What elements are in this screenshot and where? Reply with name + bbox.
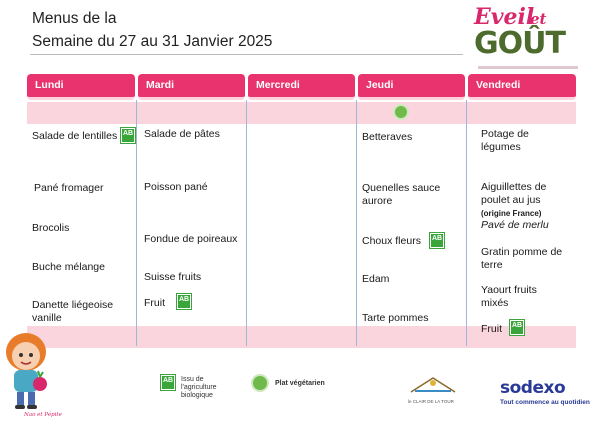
organic-ab-icon: AB bbox=[510, 320, 524, 335]
menu-item-mardi: Suisse fruits bbox=[144, 271, 202, 283]
menu-item-vendredi: Pavé de merlu bbox=[481, 219, 549, 231]
menu-item-jeudi: Choux fleurs bbox=[362, 235, 421, 247]
title-line-2: Semaine du 27 au 31 Janvier 2025 bbox=[32, 33, 273, 50]
menu-item-vendredi: Gratin pomme de terre bbox=[481, 246, 563, 271]
mascot-caption: Nao et Pépite bbox=[24, 412, 62, 418]
day-header-mardi bbox=[138, 74, 245, 100]
eveil-et-gout-logo bbox=[470, 4, 582, 74]
logo-tagline bbox=[478, 66, 578, 69]
menu-item-lundi: Pané fromager bbox=[34, 182, 104, 194]
organic-ab-icon: AB bbox=[430, 233, 444, 248]
sodexo-tagline: Tout commence au quotidien bbox=[500, 399, 590, 406]
menu-item-origin: (origine France) bbox=[481, 209, 542, 218]
clair-de-la-tour-logo bbox=[405, 372, 461, 404]
menu-item-vendredi: Aiguillettes de poulet au jus bbox=[481, 181, 547, 206]
legend-veg-text: Plat végétarien bbox=[275, 380, 325, 387]
day-label: Mercredi bbox=[256, 79, 300, 91]
day-header-lundi bbox=[27, 74, 135, 100]
day-label: Vendredi bbox=[476, 79, 521, 91]
menu-item-vendredi: Fruit bbox=[481, 323, 502, 335]
menu-item-mardi: Salade de pâtes bbox=[144, 128, 220, 140]
logo-word-gout: GOÛT bbox=[474, 26, 565, 61]
clair-emblem-icon bbox=[405, 372, 461, 396]
menu-item-mardi: Fruit bbox=[144, 297, 165, 309]
menu-item-jeudi: Betteraves bbox=[362, 131, 413, 143]
menu-item-jeudi: Quenelles sauce aurore bbox=[362, 182, 441, 207]
organic-ab-icon: AB bbox=[121, 128, 135, 143]
day-label: Jeudi bbox=[366, 79, 394, 91]
day-label: Lundi bbox=[35, 79, 64, 91]
menu-item-jeudi: Tarte pommes bbox=[362, 312, 429, 324]
vegetarian-icon bbox=[393, 104, 409, 120]
column-divider bbox=[136, 100, 137, 346]
menu-item-lundi: Brocolis bbox=[32, 222, 70, 234]
column-divider bbox=[356, 100, 357, 346]
logo-word-eveil: Eveil bbox=[474, 4, 535, 30]
mascot-illustration bbox=[0, 326, 58, 422]
legend-vegetarian-icon bbox=[251, 374, 269, 392]
organic-ab-icon: AB bbox=[177, 294, 191, 309]
legend-bio-text: Issu de l'agriculture biologique bbox=[181, 376, 217, 399]
column-divider bbox=[466, 100, 467, 346]
menu-item-jeudi: Edam bbox=[362, 273, 390, 285]
column-divider bbox=[246, 100, 247, 346]
menu-item-mardi: Fondue de poireaux bbox=[144, 233, 238, 245]
menu-item-lundi: Danette liégeoise vanille bbox=[32, 299, 114, 324]
sodexo-name: sodexo bbox=[500, 378, 566, 398]
title-rule bbox=[30, 54, 463, 55]
menu-item-lundi: Buche mélange bbox=[32, 261, 105, 273]
menu-item-vendredi: Yaourt fruits mixés bbox=[481, 284, 537, 309]
title-line-1: Menus de la bbox=[32, 10, 117, 27]
day-header-vendredi bbox=[468, 74, 576, 100]
menu-item-lundi: Salade de lentilles bbox=[32, 130, 118, 142]
menu-item-vendredi: Potage de légumes bbox=[481, 128, 529, 153]
sodexo-logo bbox=[500, 378, 590, 406]
logo-word-et: et bbox=[530, 10, 547, 28]
top-band bbox=[27, 102, 576, 124]
day-header-jeudi bbox=[358, 74, 465, 100]
clair-text: le CLAIR DE LA TOUR bbox=[408, 399, 454, 404]
day-label: Mardi bbox=[146, 79, 175, 91]
day-header-mercredi bbox=[248, 74, 355, 100]
legend-ab-icon: AB bbox=[161, 375, 175, 390]
menu-item-mardi: Poisson pané bbox=[144, 181, 208, 193]
